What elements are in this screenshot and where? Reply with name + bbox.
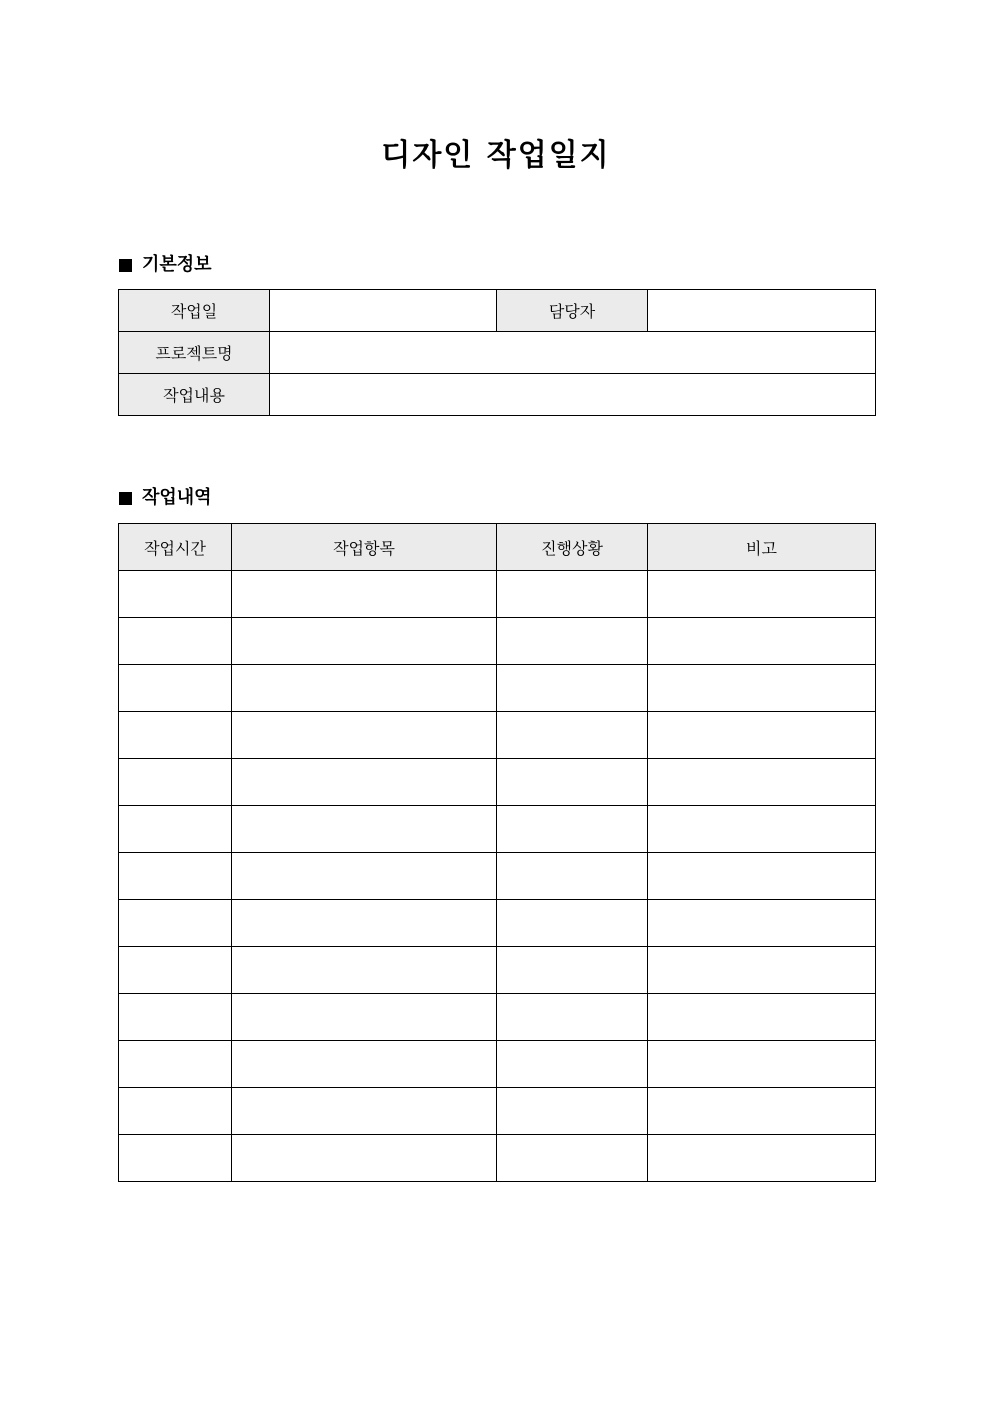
info-row-date — [119, 290, 876, 332]
table-row — [119, 571, 876, 618]
remarks-cell[interactable] — [648, 853, 876, 900]
table-row — [119, 1135, 876, 1182]
item-cell[interactable] — [232, 759, 497, 806]
time-cell[interactable] — [119, 994, 232, 1041]
progress-cell[interactable] — [497, 712, 648, 759]
item-cell[interactable] — [232, 712, 497, 759]
remarks-cell[interactable] — [648, 1041, 876, 1088]
time-cell[interactable] — [119, 853, 232, 900]
column-header-item: 작업항목 — [232, 524, 497, 571]
progress-cell[interactable] — [497, 994, 648, 1041]
item-cell[interactable] — [232, 994, 497, 1041]
item-cell[interactable] — [232, 947, 497, 994]
remarks-cell[interactable] — [648, 994, 876, 1041]
table-row — [119, 994, 876, 1041]
time-cell[interactable] — [119, 806, 232, 853]
table-row — [119, 665, 876, 712]
basic-info-heading-label: 기본정보 — [142, 254, 212, 275]
progress-cell[interactable] — [497, 900, 648, 947]
manager-label: 담당자 — [497, 290, 648, 332]
project-name-label: 프로젝트명 — [119, 332, 270, 374]
item-cell[interactable] — [232, 853, 497, 900]
basic-info-heading — [119, 253, 212, 277]
work-log-heading — [119, 486, 212, 510]
manager-field[interactable] — [648, 290, 876, 332]
remarks-cell[interactable] — [648, 618, 876, 665]
item-cell[interactable] — [232, 1041, 497, 1088]
item-cell[interactable] — [232, 1135, 497, 1182]
progress-cell[interactable] — [497, 1135, 648, 1182]
info-row-content — [119, 374, 876, 416]
table-row — [119, 712, 876, 759]
time-cell[interactable] — [119, 1135, 232, 1182]
progress-cell[interactable] — [497, 806, 648, 853]
work-log-table — [118, 523, 876, 1182]
remarks-cell[interactable] — [648, 947, 876, 994]
document-title: 디자인 작업일지 — [381, 138, 611, 173]
table-row — [119, 806, 876, 853]
square-bullet-icon — [119, 492, 132, 505]
progress-cell[interactable] — [497, 571, 648, 618]
item-cell[interactable] — [232, 618, 497, 665]
time-cell[interactable] — [119, 571, 232, 618]
item-cell[interactable] — [232, 900, 497, 947]
item-cell[interactable] — [232, 665, 497, 712]
time-cell[interactable] — [119, 665, 232, 712]
project-name-field[interactable] — [270, 332, 876, 374]
time-cell[interactable] — [119, 712, 232, 759]
remarks-cell[interactable] — [648, 665, 876, 712]
remarks-cell[interactable] — [648, 759, 876, 806]
progress-cell[interactable] — [497, 853, 648, 900]
table-row — [119, 853, 876, 900]
work-log-header-row — [119, 524, 876, 571]
column-header-time: 작업시간 — [119, 524, 232, 571]
time-cell[interactable] — [119, 618, 232, 665]
progress-cell[interactable] — [497, 1041, 648, 1088]
item-cell[interactable] — [232, 1088, 497, 1135]
progress-cell[interactable] — [497, 947, 648, 994]
work-content-label: 작업내용 — [119, 374, 270, 416]
table-row — [119, 900, 876, 947]
time-cell[interactable] — [119, 947, 232, 994]
time-cell[interactable] — [119, 1041, 232, 1088]
table-row — [119, 947, 876, 994]
item-cell[interactable] — [232, 806, 497, 853]
column-header-progress: 진행상황 — [497, 524, 648, 571]
item-cell[interactable] — [232, 571, 497, 618]
remarks-cell[interactable] — [648, 1135, 876, 1182]
column-header-remarks: 비고 — [648, 524, 876, 571]
info-row-project — [119, 332, 876, 374]
progress-cell[interactable] — [497, 759, 648, 806]
remarks-cell[interactable] — [648, 712, 876, 759]
work-date-field[interactable] — [270, 290, 497, 332]
basic-info-table — [118, 289, 876, 416]
work-date-label: 작업일 — [119, 290, 270, 332]
square-bullet-icon — [119, 259, 132, 272]
progress-cell[interactable] — [497, 1088, 648, 1135]
table-row — [119, 1088, 876, 1135]
table-row — [119, 618, 876, 665]
work-log-body — [119, 571, 876, 1182]
remarks-cell[interactable] — [648, 571, 876, 618]
progress-cell[interactable] — [497, 618, 648, 665]
time-cell[interactable] — [119, 900, 232, 947]
remarks-cell[interactable] — [648, 900, 876, 947]
remarks-cell[interactable] — [648, 806, 876, 853]
work-content-field[interactable] — [270, 374, 876, 416]
table-row — [119, 1041, 876, 1088]
time-cell[interactable] — [119, 1088, 232, 1135]
time-cell[interactable] — [119, 759, 232, 806]
progress-cell[interactable] — [497, 665, 648, 712]
table-row — [119, 759, 876, 806]
work-log-heading-label: 작업내역 — [142, 487, 212, 508]
remarks-cell[interactable] — [648, 1088, 876, 1135]
